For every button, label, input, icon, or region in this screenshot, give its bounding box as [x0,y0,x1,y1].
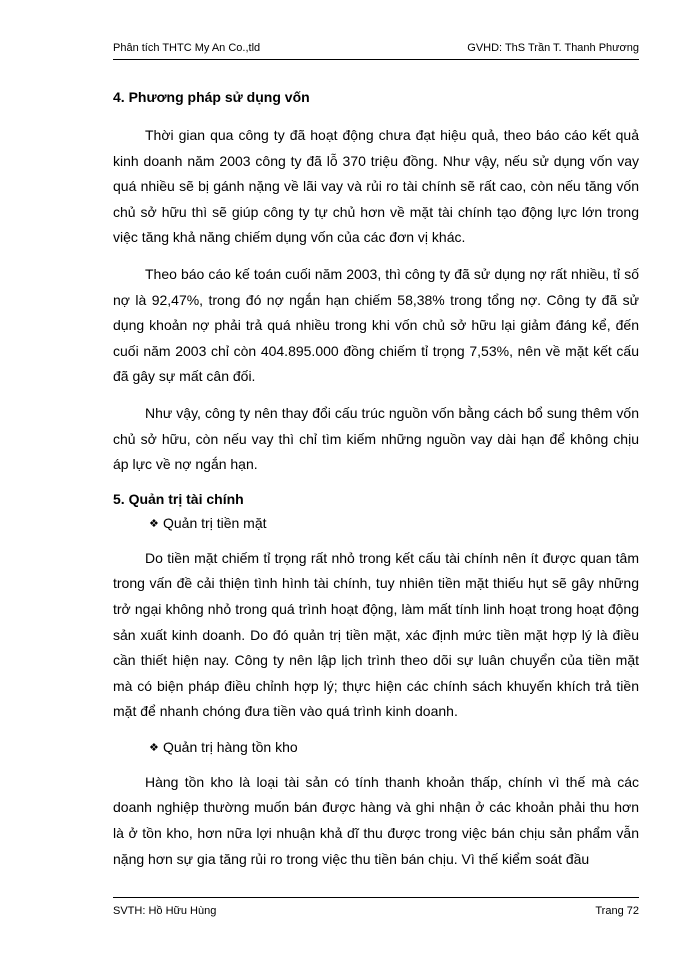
section-4-paragraph-3: Như vậy, công ty nên thay đổi cấu trúc nguồn vốn bằng cách bổ sung thêm vốn chủ sở hữu, còn nếu vay thì chỉ tìm kiếm những nguồn vay dài hạn để không chịu áp lực về nợ ngắn hạn. [113,404,639,473]
header-right-advisor: GVHD: ThS Trần T. Thanh Phương [467,42,639,54]
diamond-bullet-icon: ❖ [149,517,159,530]
section-4-paragraph-1: Thời gian qua công ty đã hoạt động chưa đạt hiệu quả, theo báo cáo kết quả kinh doanh năm 2003 công ty đã lỗ 370 triệu đồng. Như vậy, nếu sử dụng vốn vay quá nhiều sẽ bị gánh nặng về lãi vay và rủi ro tài chính sẽ rất cao, còn nếu tăng vốn chủ sở hữu thì sẽ giúp công ty tự chủ hơn về mặt tài chính tạo động lực lớn trong việc tăng khả năng chiếm dụng vốn của các đơn vị khác. [113,127,639,246]
section-4-heading: 4. Phương pháp sử dụng vốn [113,89,310,105]
diamond-bullet-icon: ❖ [149,741,159,754]
bullet-inventory-management [113,737,639,758]
bullet-cash-management [113,513,639,534]
page-header [113,41,639,60]
section-5-heading: 5. Quản trị tài chính [113,490,244,507]
bullet-cash-label: Quản trị tiền mặt [163,514,267,531]
section-4-paragraph-2: Theo báo cáo kế toán cuối năm 2003, thì công ty đã sử dụng nợ rất nhiều, tỉ số nợ là 92,47%, trong đó nợ ngắn hạn chiếm 58,38% trong tổng nợ. Công ty đã sử dụng khoản nợ phải trả quá nhiều trong khi vốn chủ sở hữu lại giảm đáng kể, đến cuối năm 2003 chỉ còn 404.895.000 đồng chiếm tỉ trọng 7,53%, nên về mặt kết cấu đã gây sự mất cân đối. [113,265,639,385]
footer-student-name: SVTH: Hồ Hữu Hùng [113,905,217,917]
section-5-paragraph-1: Do tiền mặt chiếm tỉ trọng rất nhỏ trong kết cấu tài chính nên ít được quan tâm trong vấn đề cải thiện tình hình tài chính, tuy nhiên tiền mặt thiếu hụt sẽ gây những trở ngại không nhỏ trong quá trình hoạt động, làm mất tính linh hoạt trong hoạt động sản xuất kinh doanh. Do đó quản trị tiền mặt, xác định mức tiền mặt hợp lý là điều cần thiết hiện nay. Công ty nên lập lịch trình theo dõi sự luân chuyển của tiền mặt mà có biện pháp điều chỉnh hợp lý; thực hiện các chính sách khuyến khích trả tiền mặt để nhanh chóng đưa tiền vào quá trình kinh doanh. [113,549,639,720]
bullet-inventory-label: Quản trị hàng tồn kho [163,738,298,755]
page-content [113,87,639,872]
footer-page-number: Trang 72 [595,905,639,917]
header-left-title: Phân tích THTC My An Co.,tld [113,42,261,54]
section-5-paragraph-2: Hàng tồn kho là loại tài sản có tính thanh khoản thấp, chính vì thế mà các doanh nghiệp thường muốn bán được hàng và ghi nhận ở các khoản phải thu hơn là ở tồn kho, hơn nữa lợi nhuận khả dĩ thu được trong việc bán chịu sản phẩm vẫn nặng hơn sự gia tăng rủi ro trong việc thu tiền bán chịu. Vì thế kiểm soát đầu [113,773,639,867]
page-footer [113,897,639,917]
